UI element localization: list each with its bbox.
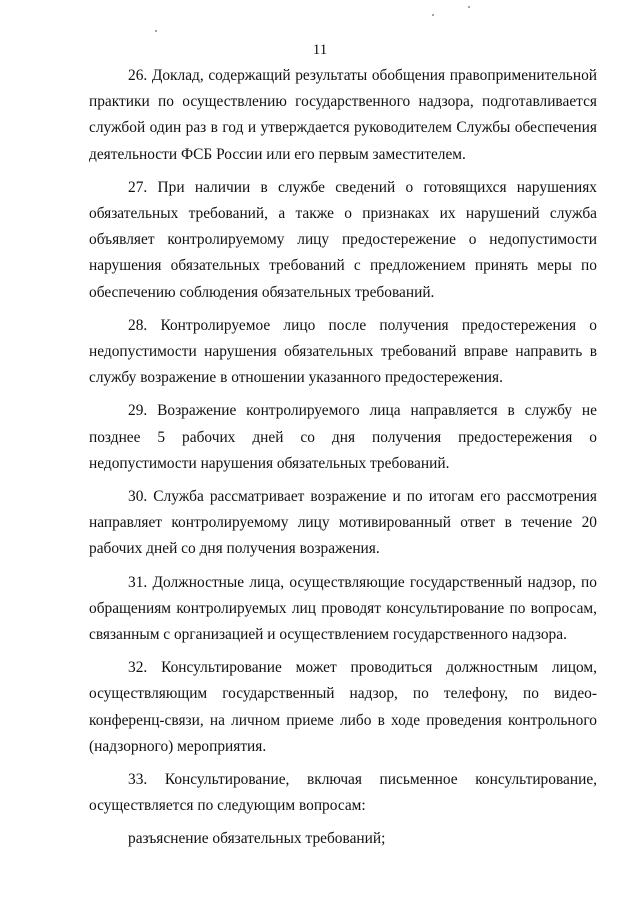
- body-text: [89, 63, 597, 853]
- paragraph-28: 28. Контролируемое лицо после получения предостережения о недопустимости нарушения обязательных требований вправе направить в службу возражение в отношении указанного предостережения.: [89, 316, 597, 387]
- scan-speck: [468, 6, 470, 8]
- paragraph-32: 32. Консультирование может проводиться должностным лицом, осуществляющим государственный надзор, по телефону, по видео-конференц-связи, на личном приеме либо в ходе проведения контрольного (надзорного) мероприятия.: [89, 659, 597, 755]
- page-number: 11: [312, 42, 328, 58]
- scan-speck: [155, 30, 157, 32]
- paragraph-27: 27. При наличии в службе сведений о готовящихся нарушениях обязательных требований, а также о признаках их нарушений служба объявляет контролируемому лицу предостережение о недопустимости нарушения обязательных требований с предложением принять меры по обеспечению соблюдения обязательных требований.: [89, 178, 597, 301]
- paragraph-29: 29. Возражение контролируемого лица направляется в службу не позднее 5 рабочих дней со дня получения предостережения о недопустимости нарушения обязательных требований.: [89, 402, 597, 472]
- paragraph-30: 30. Служба рассматривает возражение и по итогам его рассмотрения направляет контролируемому лицу мотивированный ответ в течение 20 рабочих дней со дня получения возражения.: [89, 488, 597, 558]
- list-item: разъяснение обязательных требований;: [128, 830, 386, 848]
- scan-speck: [432, 14, 434, 16]
- paragraph-31: 31. Должностные лица, осуществляющие государственный надзор, по обращениям контролируемых лиц проводят консультирование по вопросам, связанным с организацией и осуществлением государственного надзора.: [89, 573, 597, 644]
- paragraph-33: 33. Консультирование, включая письменное консультирование, осуществляется по следующим вопросам:: [89, 771, 597, 815]
- paragraph-26: 26. Доклад, содержащий результаты обобщения правоприменительной практики по осуществлению государственного надзора, подготавливается службой один раз в год и утверждается руководителем Службы обеспечения деятельности ФСБ России или его первым заместителем.: [89, 67, 597, 163]
